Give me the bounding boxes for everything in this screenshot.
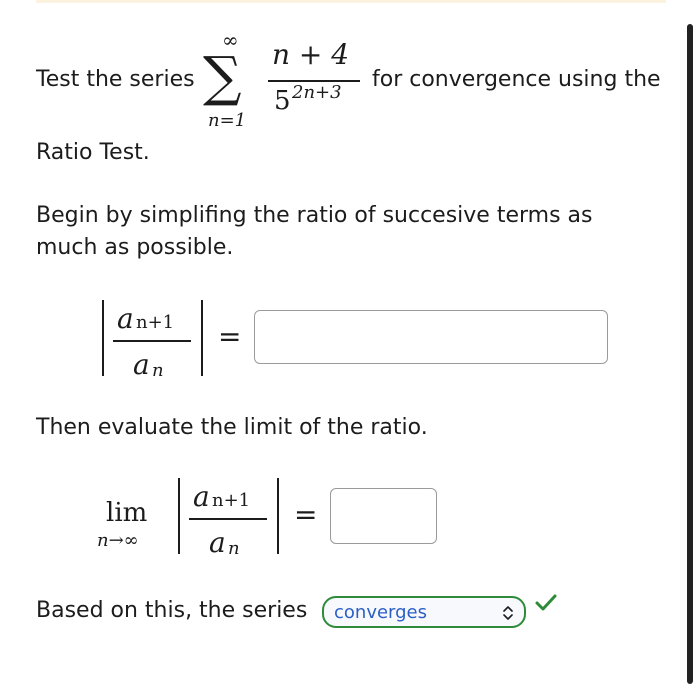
step2-text: Then evaluate the limit of the ratio. bbox=[36, 415, 428, 440]
limit-equals-sign: = bbox=[294, 498, 318, 531]
limit-answer-input[interactable] bbox=[330, 488, 437, 544]
sigma-symbol: ∑ bbox=[203, 45, 242, 108]
limit-word: lim bbox=[106, 498, 148, 528]
series-denominator-base: 5 bbox=[274, 86, 291, 116]
convergence-select[interactable] bbox=[322, 596, 526, 628]
scrollbar[interactable] bbox=[687, 24, 693, 684]
limit-ratio-numerator-subscript: n+1 bbox=[212, 490, 251, 511]
step1-text-line2: much as possible. bbox=[36, 235, 234, 260]
series-numerator: n + 4 bbox=[272, 38, 350, 71]
ratio-answer-input[interactable] bbox=[254, 310, 608, 364]
intro-text-before-series: Test the series bbox=[36, 67, 195, 92]
step1-text-line1: Begin by simplifing the ratio of succesive terms as bbox=[36, 203, 593, 228]
limit-abs-bar-right bbox=[277, 478, 279, 554]
ratio-numerator-subscript: n+1 bbox=[136, 312, 175, 333]
abs-bar-right bbox=[201, 300, 203, 376]
updown-chevron-icon bbox=[501, 604, 515, 622]
ratio-denominator-subscript: n bbox=[152, 360, 164, 381]
ratio-numerator-base: a bbox=[117, 302, 134, 335]
ratio-equals-sign: = bbox=[218, 320, 242, 353]
top-strip bbox=[36, 0, 666, 3]
ratio-denominator-base: a bbox=[133, 348, 150, 381]
checkmark-icon bbox=[534, 593, 558, 613]
intro-text-after-series: for convergence using the bbox=[372, 67, 661, 92]
abs-bar-left bbox=[102, 300, 104, 376]
limit-ratio-fraction-bar bbox=[189, 518, 267, 520]
convergence-select-value: converges bbox=[334, 601, 428, 623]
limit-subscript: n→∞ bbox=[97, 530, 139, 551]
ratio-fraction-bar bbox=[113, 340, 191, 342]
limit-abs-bar-left bbox=[178, 478, 180, 554]
intro-text-line2: Ratio Test. bbox=[36, 140, 150, 165]
series-lower-limit: n=1 bbox=[208, 110, 247, 131]
limit-ratio-numerator-base: a bbox=[193, 480, 210, 513]
series-upper-limit: ∞ bbox=[222, 28, 239, 52]
limit-ratio-denominator-base: a bbox=[209, 526, 226, 559]
series-denominator-exponent: 2n+3 bbox=[292, 82, 342, 103]
conclusion-text: Based on this, the series bbox=[36, 598, 308, 623]
limit-ratio-denominator-subscript: n bbox=[228, 538, 240, 559]
